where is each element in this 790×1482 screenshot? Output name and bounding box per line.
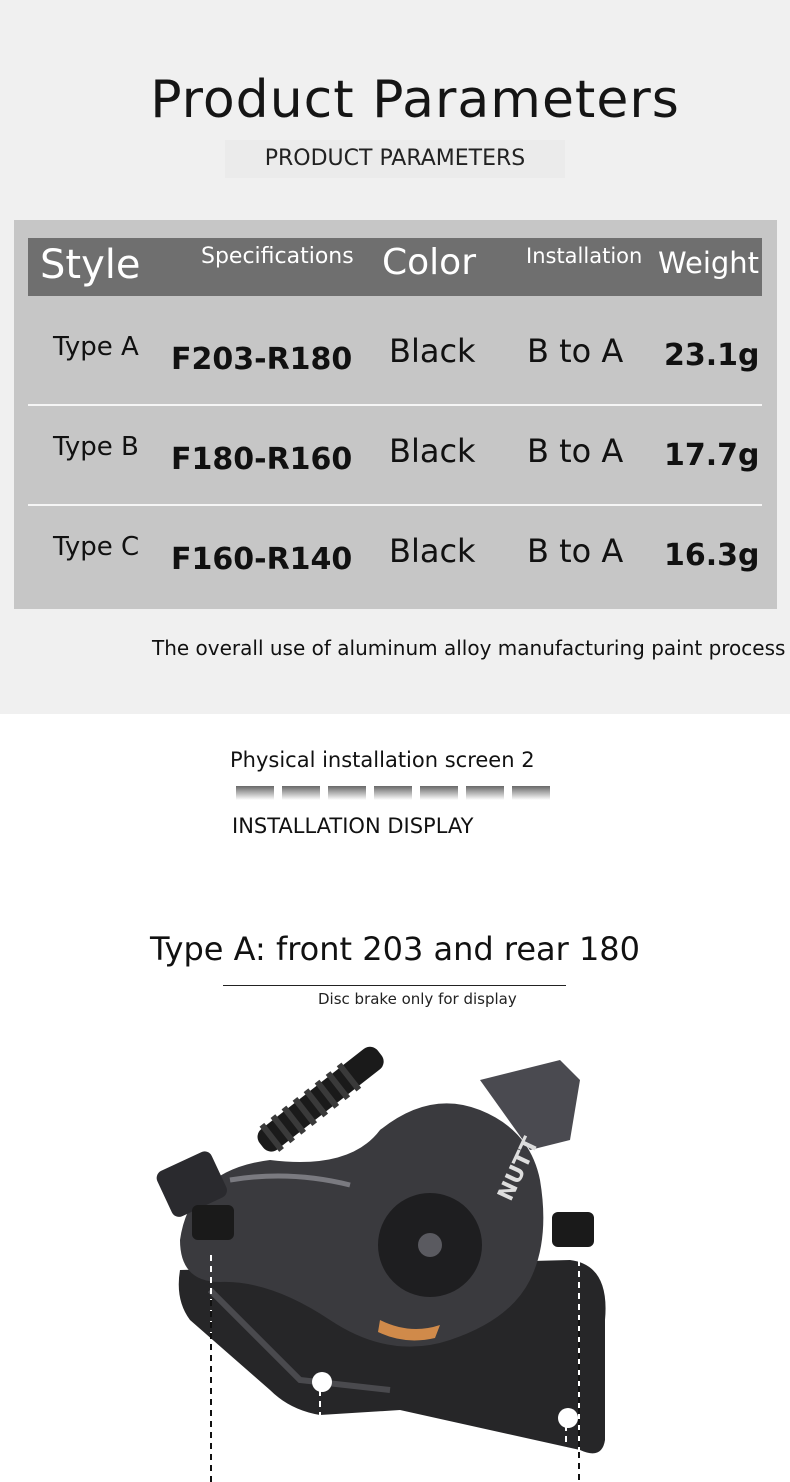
bracket-hole-right <box>558 1408 578 1428</box>
material-note: The overall use of aluminum alloy manufacturing paint process <box>152 636 786 660</box>
cell-installation: B to A <box>527 532 624 570</box>
cell-color: Black <box>389 332 476 370</box>
header-weight: Weight <box>658 246 760 280</box>
adjust-knob-center <box>418 1233 442 1257</box>
cell-color: Black <box>389 432 476 470</box>
type-a-title: Type A: front 203 and rear 180 <box>149 930 641 968</box>
spring-hose <box>252 1040 390 1158</box>
parameters-section <box>0 0 790 714</box>
cell-installation: B to A <box>527 332 624 370</box>
cell-installation: B to A <box>527 432 624 470</box>
parameters-table <box>14 220 777 609</box>
installation-title: Physical installation screen 2 <box>230 748 535 772</box>
header-installation: Installation <box>526 244 643 268</box>
type-a-note: Disc brake only for display <box>318 990 517 1008</box>
cell-style: Type A <box>53 332 139 362</box>
bracket-hole-left <box>312 1372 332 1392</box>
mount-bolt-right <box>552 1212 594 1247</box>
title-underline <box>223 985 566 986</box>
cell-specifications: F160-R140 <box>171 542 353 577</box>
table-row <box>28 306 762 405</box>
page-subtitle: PRODUCT PARAMETERS <box>225 140 565 178</box>
cell-color: Black <box>389 532 476 570</box>
cell-specifications: F203-R180 <box>171 342 353 377</box>
heading-fade-overlay <box>230 782 560 812</box>
table-row <box>28 406 762 505</box>
table-header <box>28 238 762 296</box>
brand-text: NUTT <box>493 1133 545 1205</box>
disc-brake-image <box>150 1020 630 1482</box>
cell-style: Type B <box>53 432 139 462</box>
mount-bolt-left <box>192 1205 234 1240</box>
header-specifications: Specifications <box>201 244 354 269</box>
installation-subtitle: INSTALLATION DISPLAY <box>232 814 474 838</box>
header-style: Style <box>40 242 141 288</box>
page-title: Product Parameters <box>150 70 680 130</box>
cell-specifications: F180-R160 <box>171 442 353 477</box>
header-color: Color <box>382 242 476 283</box>
cell-style: Type C <box>53 532 140 562</box>
cell-weight: 23.1g <box>664 338 760 373</box>
table-row <box>28 506 762 605</box>
cell-weight: 17.7g <box>664 438 760 473</box>
cell-weight: 16.3g <box>664 538 760 573</box>
